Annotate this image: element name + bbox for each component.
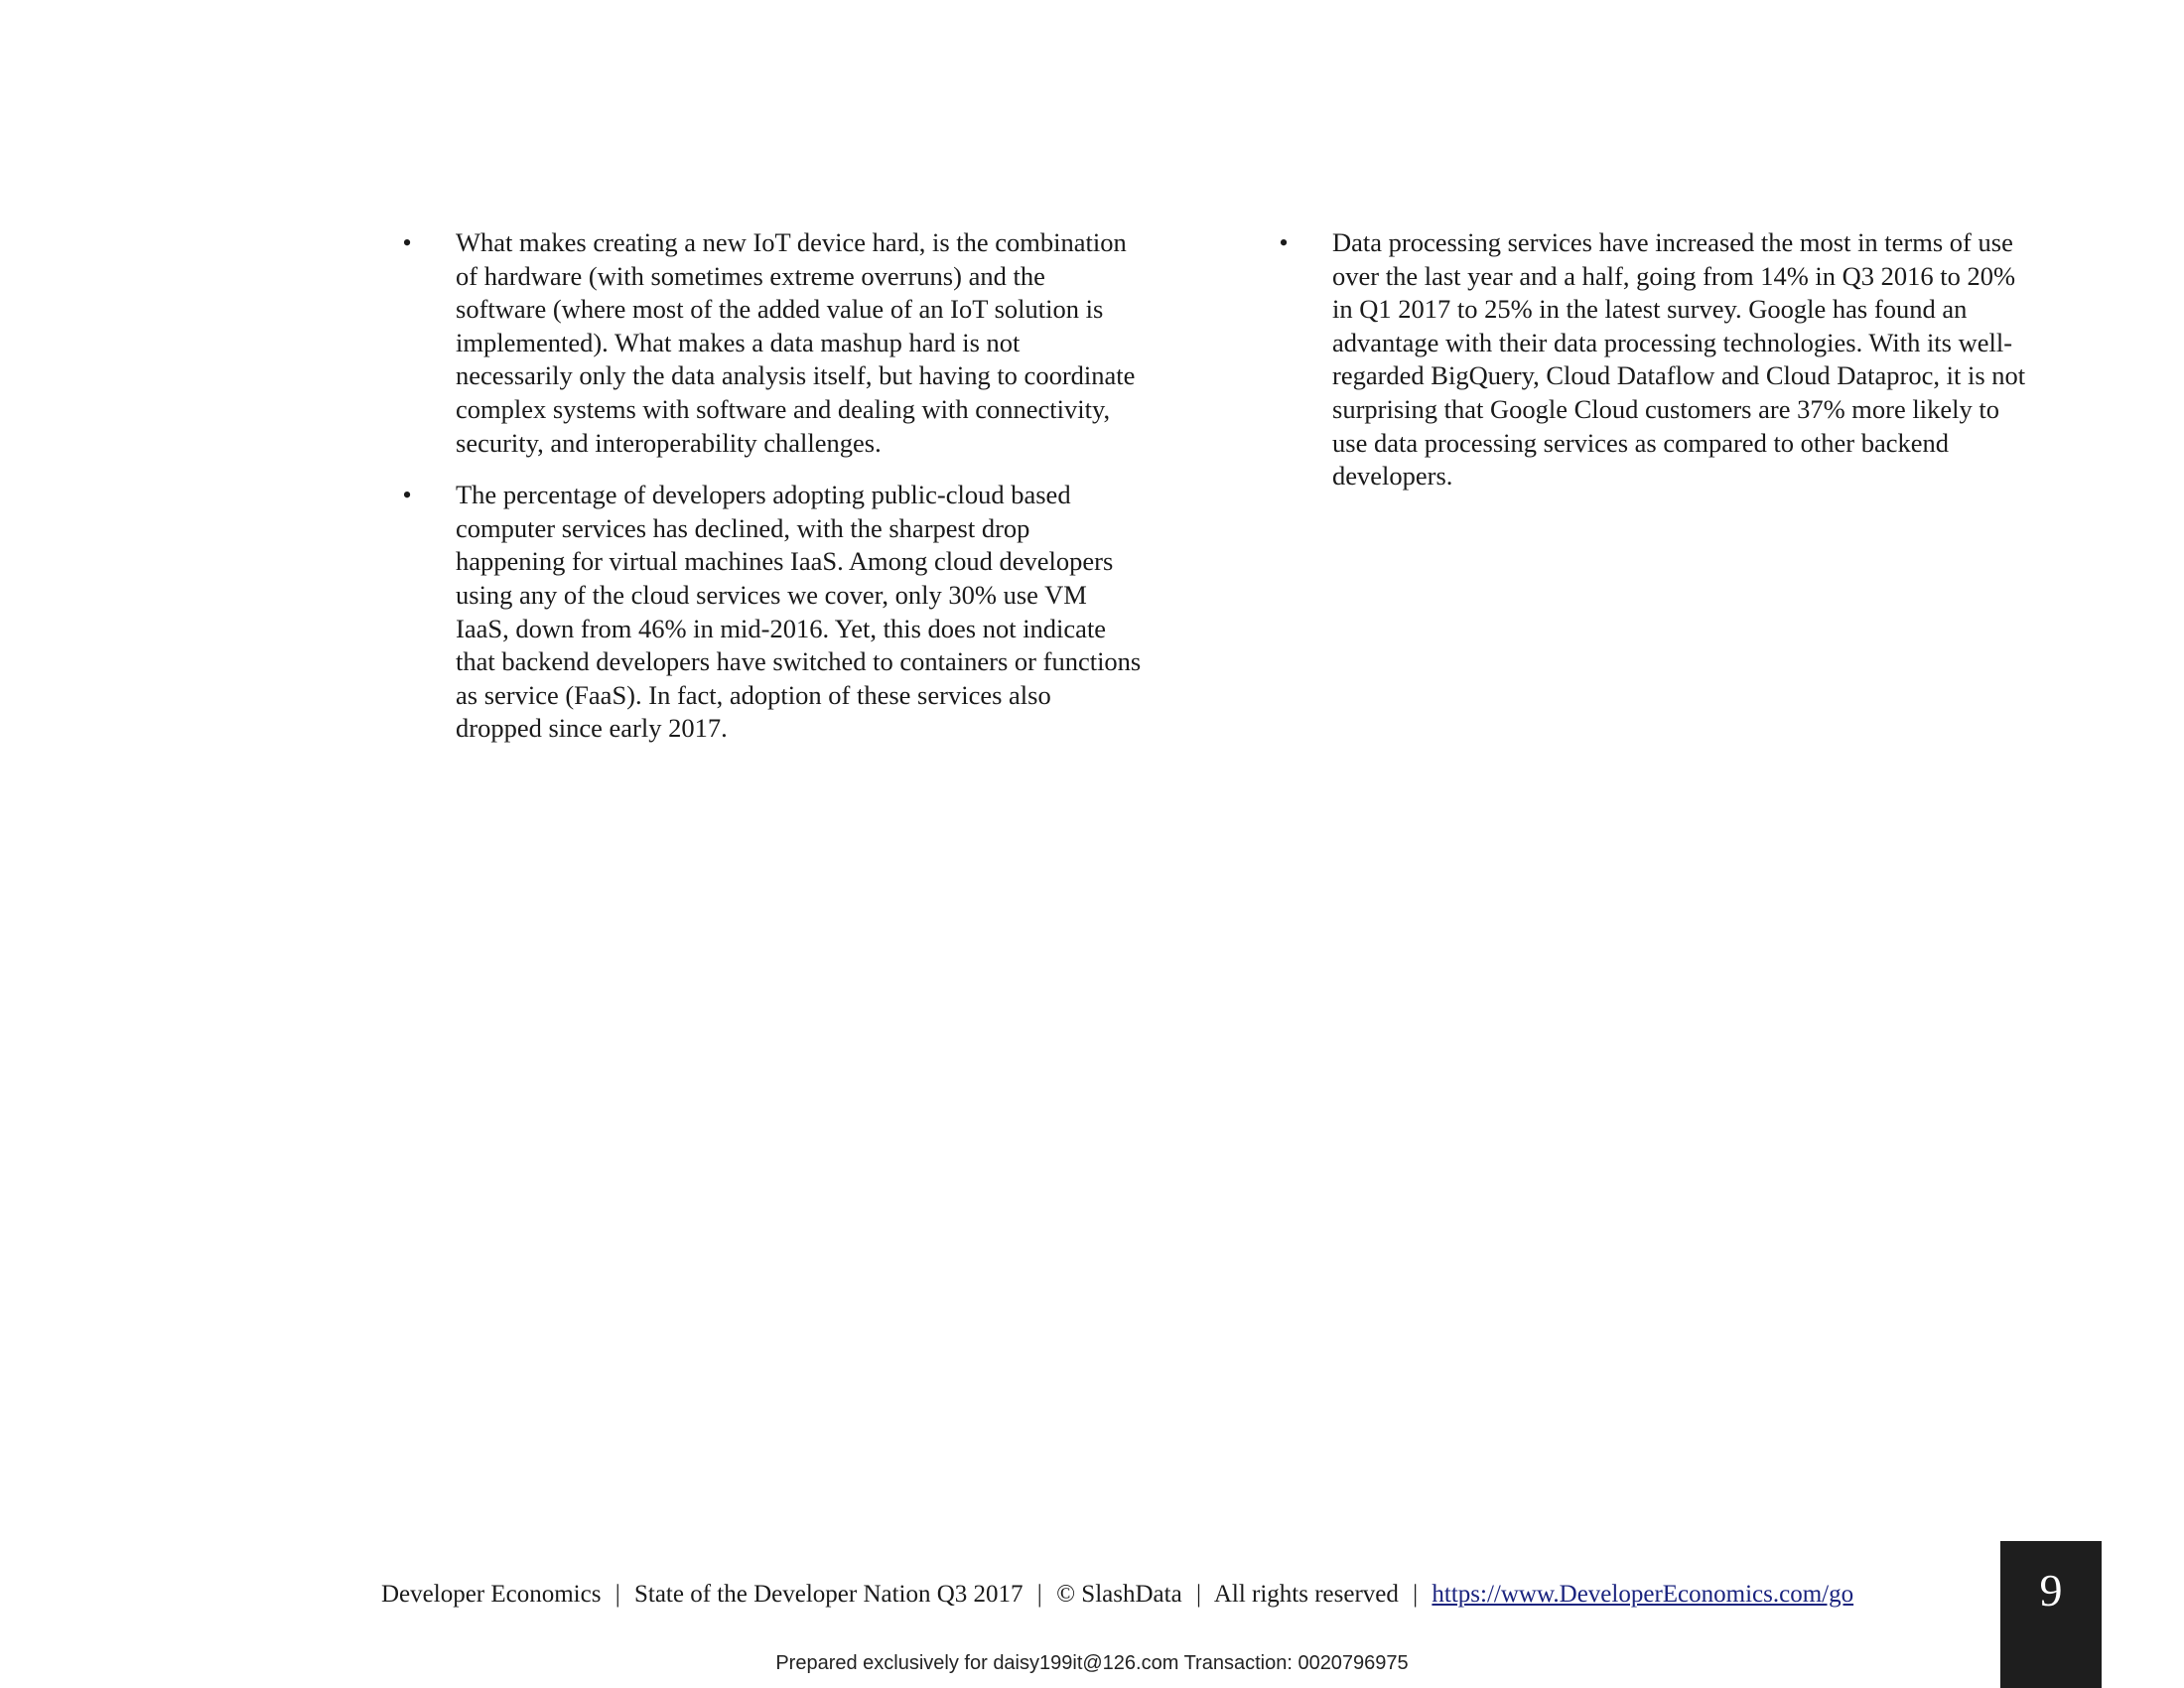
bullet-item [397, 226, 1142, 460]
bullet-text: What makes creating a new IoT device hard, is the combination of hardware (with sometimes extreme overruns) and the software (where most of the added value of an IoT solution is implemented). What makes a data mashup hard is not necessarily only the data analysis itself, but having to coordinate complex systems with software and dealing with connectivity, security, and interoperability challenges. [456, 227, 1136, 458]
bullet-item [397, 479, 1142, 746]
footer-report-title: State of the Developer Nation Q3 2017 [633, 1581, 1024, 1608]
footer-copyright: © SlashData [1056, 1581, 1182, 1608]
left-bullet-list [397, 226, 1142, 746]
right-bullet-list [1274, 226, 2028, 493]
bullet-icon: • [402, 228, 412, 257]
bullet-icon: • [1279, 228, 1289, 257]
page-number: 9 [2000, 1541, 2102, 1688]
footer-separator: | [1036, 1581, 1042, 1608]
bullet-text: Data processing services have increased the most in terms of use over the last year and a half, going from 14% in Q3 2016 to 20% in Q1 2017 to 25% in the latest survey. Google has found an advantage with their data processing technologies. With its well-regarded BigQuery, Cloud Dataflow and Cloud Dataproc, it is not surprising that Google Cloud customers are 37% more likely to use data processing services as compared to other backend developers. [1332, 227, 2026, 492]
bullet-item [1274, 226, 2028, 493]
footer-brand: Developer Economics [381, 1581, 602, 1608]
footer-separator: | [1413, 1581, 1419, 1608]
footer-rights: All rights reserved [1213, 1581, 1399, 1608]
footer-separator: | [614, 1581, 620, 1608]
footer-separator: | [1195, 1581, 1201, 1608]
bullet-text: The percentage of developers adopting public-cloud based computer services has declined, with the sharpest drop happening for virtual machines IaaS. Among cloud developers using any of the cloud services we cover, only 30% use VM IaaS, down from 46% in mid-2016. Yet, this does not indicate that backend developers have switched to containers or functions as service (FaaS). In fact, adoption of these services also dropped since early 2017. [456, 480, 1142, 744]
right-column [1274, 226, 2028, 512]
footer-website-link[interactable]: https://www.DeveloperEconomics.com/go [1432, 1581, 1854, 1608]
page-footer [381, 1581, 1970, 1609]
purchase-watermark: Prepared exclusively for daisy199it@126.com Transaction: 0020796975 [775, 1652, 1409, 1674]
bullet-icon: • [402, 481, 412, 510]
left-column [397, 226, 1142, 765]
